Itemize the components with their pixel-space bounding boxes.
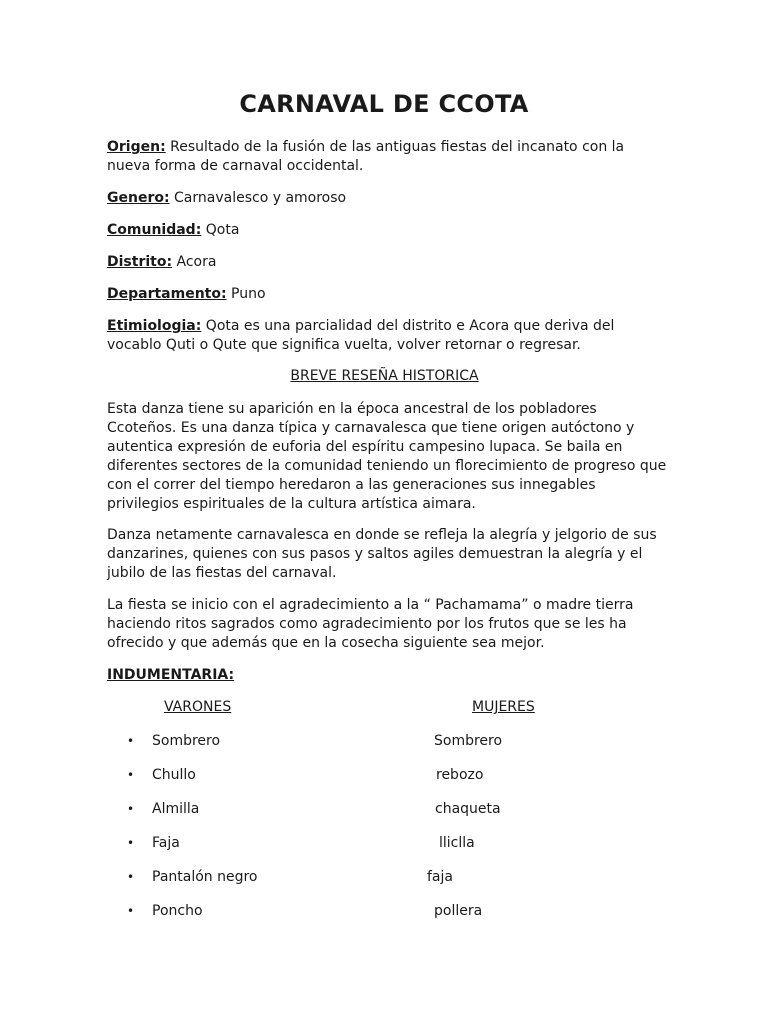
list-item — [107, 833, 667, 853]
field-genero — [107, 189, 667, 208]
field-departamento — [107, 285, 667, 304]
field-label: Distrito: — [107, 254, 173, 270]
varones-item: Sombrero — [152, 733, 221, 749]
document-page — [107, 0, 667, 1024]
bullet-icon: • — [127, 836, 135, 850]
list-item — [107, 731, 667, 751]
varones-heading: VARONES — [164, 699, 232, 715]
field-value: Acora — [172, 254, 217, 270]
mujeres-item: faja — [427, 869, 453, 885]
bullet-icon: • — [127, 870, 135, 884]
field-value: Puno — [226, 286, 266, 302]
field-value: Qota es una parcialidad del distrito e Acora que deriva del vocablo Quti o Qute que significa vuelta, volver retornar o regresar. — [107, 318, 615, 353]
bullet-icon: • — [127, 904, 135, 918]
varones-item: Pantalón negro — [152, 869, 258, 885]
field-comunidad — [107, 221, 667, 240]
mujeres-item: pollera — [434, 903, 483, 919]
varones-item: Almilla — [152, 801, 200, 817]
field-value: Carnavalesco y amoroso — [169, 190, 347, 206]
bullet-icon: • — [127, 734, 135, 748]
varones-item: Poncho — [152, 903, 203, 919]
document-title: CARNAVAL DE CCOTA — [239, 90, 529, 118]
list-item — [107, 867, 667, 887]
bullet-icon: • — [127, 768, 135, 782]
field-label: Comunidad: — [107, 222, 202, 238]
history-heading: BREVE RESEÑA HISTORICA — [290, 368, 479, 384]
field-label: Etimiologia: — [107, 318, 202, 334]
varones-item: Chullo — [152, 767, 196, 783]
mujeres-item: Sombrero — [434, 733, 503, 749]
paragraph-dance: Danza netamente carnavalesca en donde se refleja la alegría y jelgorio de sus danzarines, quienes con sus pasos y saltos agiles demuestran la alegría y el jubilo de las fiestas del carnaval. — [107, 527, 657, 581]
varones-item: Faja — [152, 835, 180, 851]
mujeres-item: lliclla — [439, 835, 475, 851]
list-item — [107, 901, 667, 921]
paragraph-fiesta: La fiesta se inicio con el agradecimiento a la “ Pachamama” o madre tierra haciendo ritos sagrados como agradecimiento por los frutos que se les ha ofrecido y que además que en la cosecha siguiente sea mejor. — [107, 597, 634, 651]
field-value: Qota — [201, 222, 240, 238]
bullet-icon: • — [127, 802, 135, 816]
field-distrito — [107, 253, 667, 272]
field-label: Genero: — [107, 190, 170, 206]
mujeres-heading: MUJERES — [472, 699, 535, 715]
mujeres-item: rebozo — [436, 767, 484, 783]
field-label: Origen: — [107, 139, 166, 155]
indumentaria-label: INDUMENTARIA: — [107, 667, 235, 683]
field-origen — [107, 138, 667, 176]
field-label: Departamento: — [107, 286, 227, 302]
list-item — [107, 765, 667, 785]
field-value: Resultado de la fusión de las antiguas fiestas del incanato con la nueva forma de carnaval occidental. — [107, 139, 625, 174]
field-etimiologia — [107, 317, 667, 355]
list-item — [107, 799, 667, 819]
mujeres-item: chaqueta — [435, 801, 501, 817]
paragraph-history: Esta danza tiene su aparición en la época ancestral de los pobladores Ccoteños. Es una danza típica y carnavalesca que tiene origen autóctono y autentica expresión de euforia del espíritu campesino lupaca. Se baila en diferentes sectores de la comunidad teniendo un florecimiento de progreso que con el correr del tiempo heredaron a las generaciones sus innegables privilegios espirituales de la cultura artística aimara. — [107, 401, 667, 512]
